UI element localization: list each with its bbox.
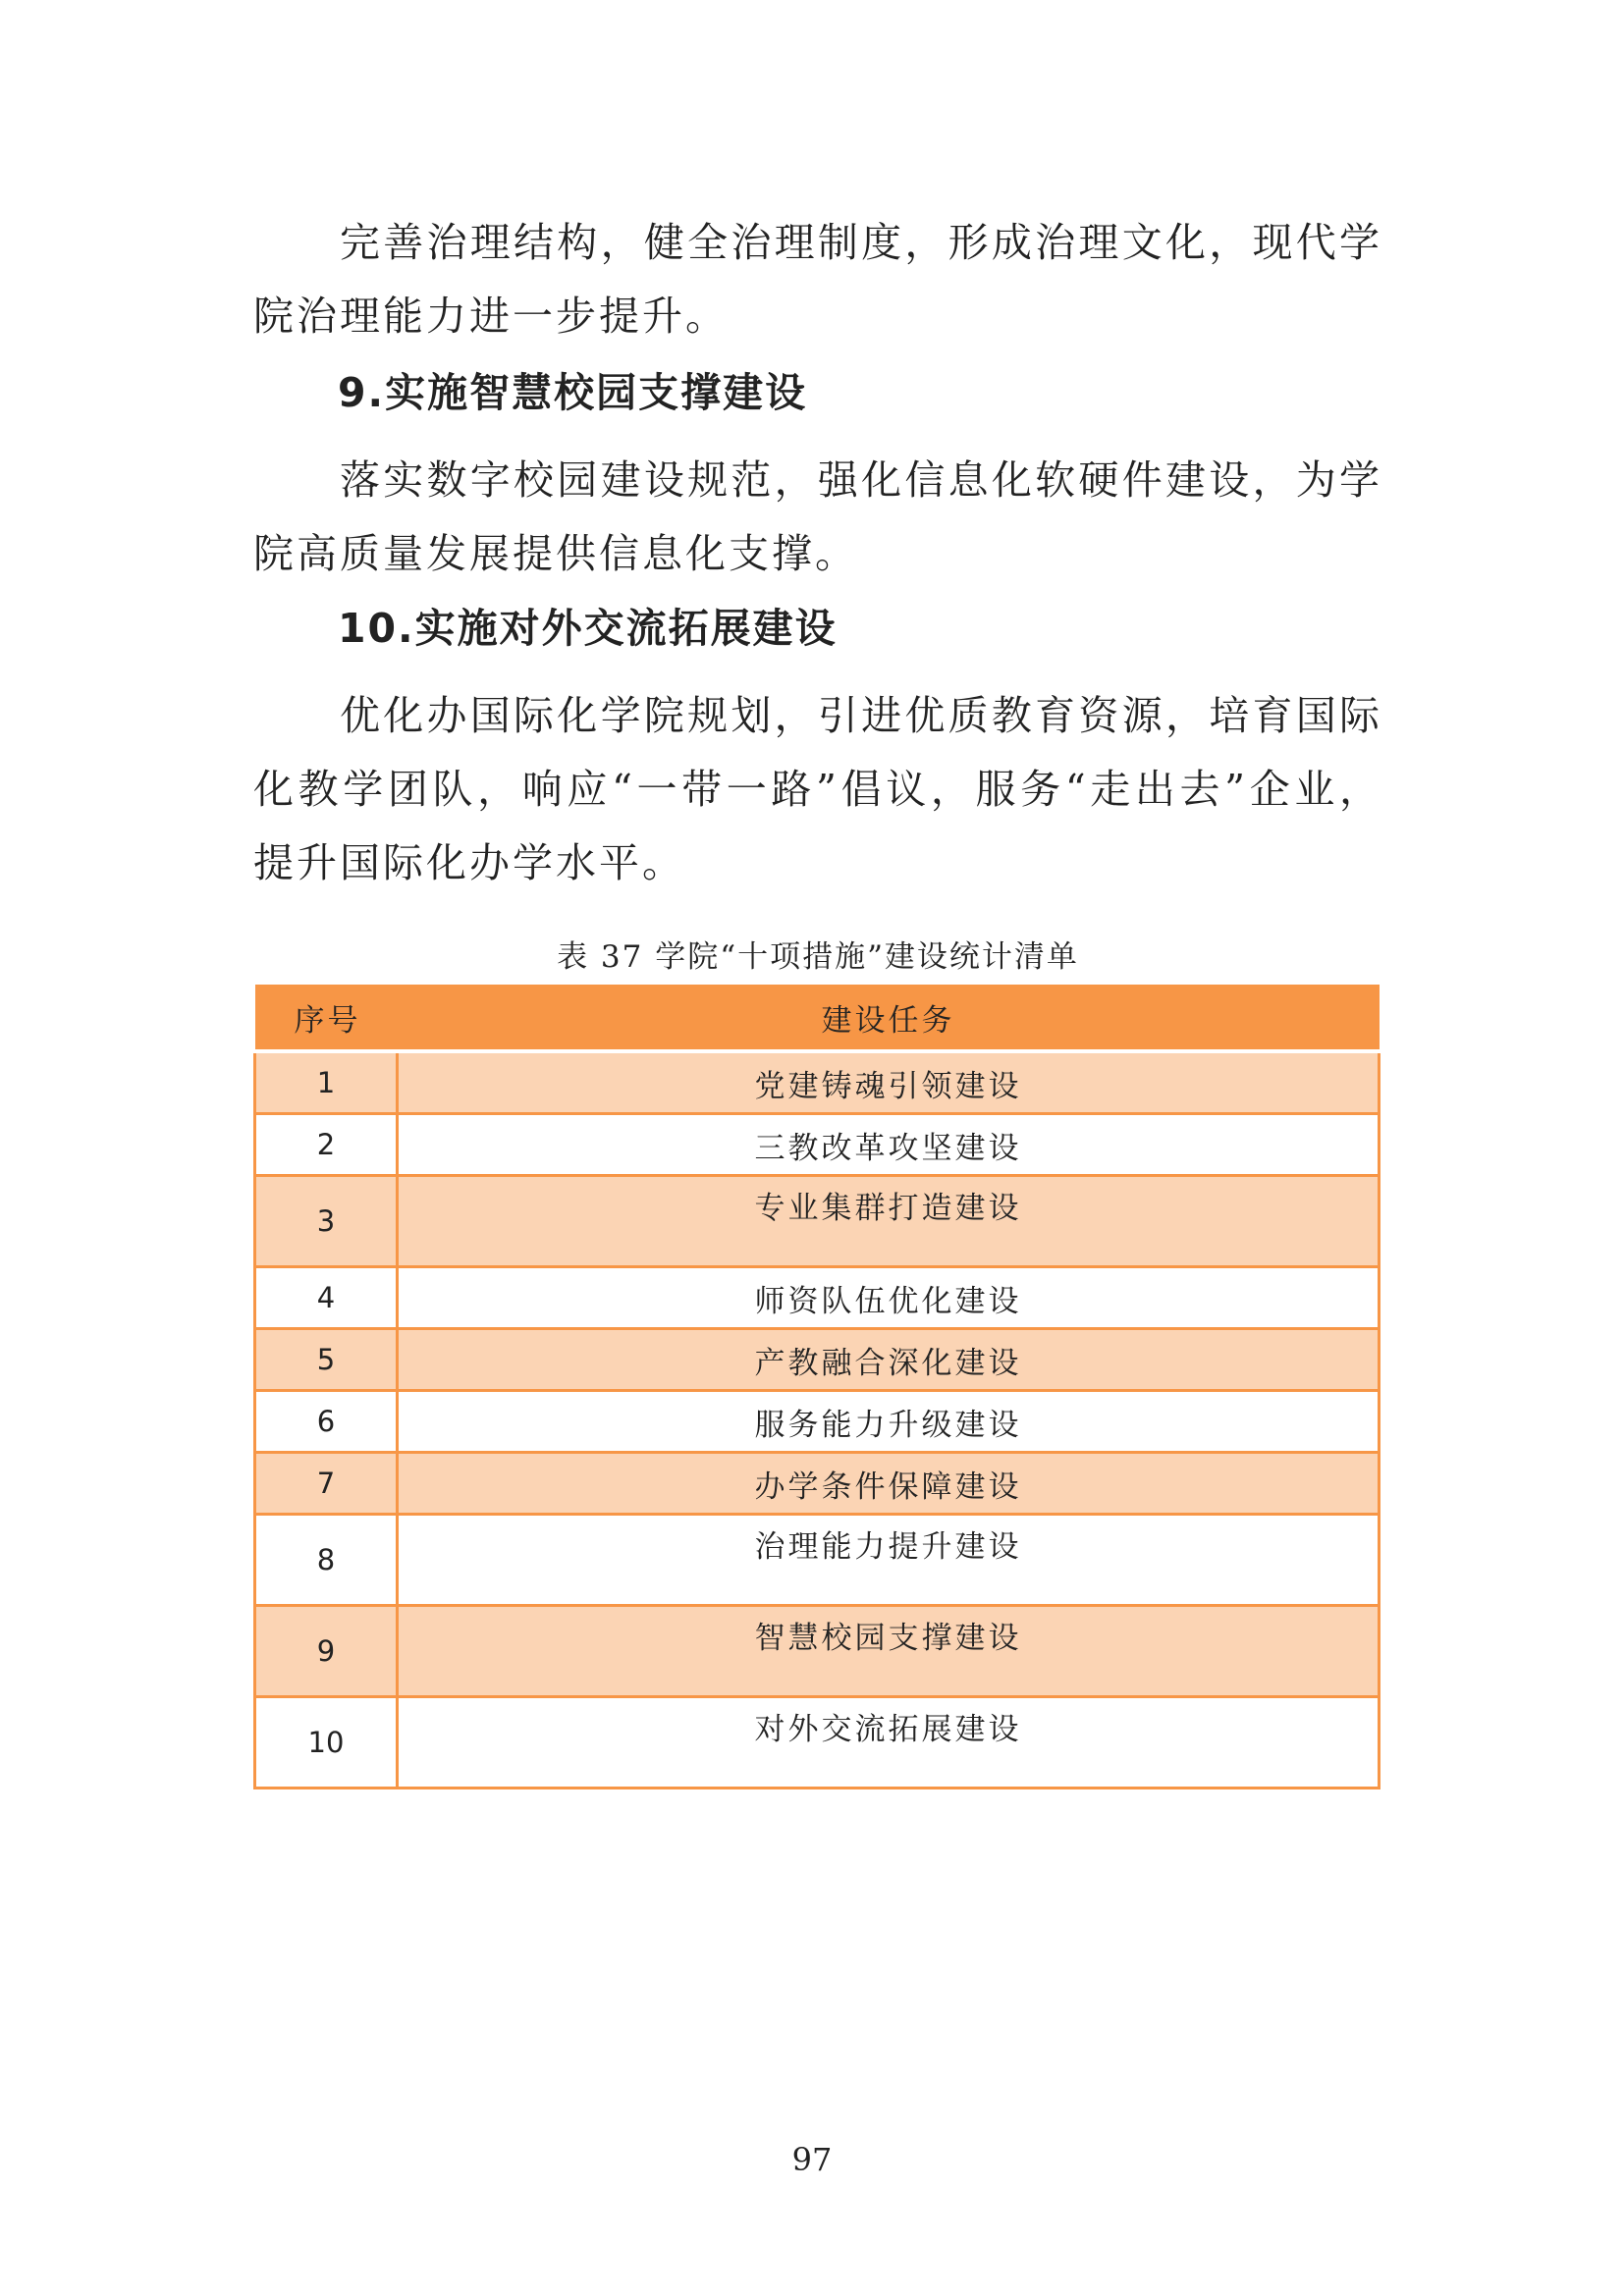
row-task: 产教融合深化建设	[398, 1329, 1380, 1391]
row-number: 10	[255, 1697, 398, 1789]
row-number: 9	[255, 1606, 398, 1697]
row-task: 三教改革攻坚建设	[398, 1114, 1380, 1176]
row-task: 对外交流拓展建设	[398, 1697, 1380, 1789]
table-caption: 表 37 学院“十项措施”建设统计清单	[557, 939, 1079, 975]
paragraph-smart-campus: 落实数字校园建设规范，强化信息化软硬件建设，为学院高质量发展提供信息化支撑。	[253, 456, 1382, 577]
paragraph-governance: 完善治理结构，健全治理制度，形成治理文化，现代学院治理能力进一步提升。	[253, 219, 1382, 340]
row-task: 专业集群打造建设	[398, 1176, 1380, 1267]
row-number: 4	[255, 1267, 398, 1329]
header-task: 建设任务	[398, 985, 1380, 1051]
row-task: 智慧校园支撑建设	[398, 1606, 1380, 1697]
table-header-row	[255, 985, 1380, 1051]
table-row	[255, 1176, 1380, 1267]
row-task: 办学条件保障建设	[398, 1453, 1380, 1515]
table-row	[255, 1606, 1380, 1697]
table-row	[255, 1515, 1380, 1606]
table-row	[255, 1051, 1380, 1114]
row-task: 治理能力提升建设	[398, 1515, 1380, 1606]
row-number: 2	[255, 1114, 398, 1176]
measures-table	[253, 985, 1380, 1789]
table-row	[255, 1329, 1380, 1391]
row-number: 7	[255, 1453, 398, 1515]
row-number: 6	[255, 1391, 398, 1453]
table-row	[255, 1697, 1380, 1789]
row-task: 服务能力升级建设	[398, 1391, 1380, 1453]
row-task: 党建铸魂引领建设	[398, 1051, 1380, 1114]
heading-smart-campus: 9.实施智慧校园支撑建设	[338, 369, 808, 416]
table-row	[255, 1391, 1380, 1453]
table-row	[255, 1453, 1380, 1515]
row-number: 5	[255, 1329, 398, 1391]
table-row	[255, 1267, 1380, 1329]
row-number: 3	[255, 1176, 398, 1267]
row-number: 8	[255, 1515, 398, 1606]
header-serial-number: 序号	[255, 985, 398, 1051]
row-number: 1	[255, 1051, 398, 1114]
paragraph-external-exchange: 优化办国际化学院规划，引进优质教育资源，培育国际化教学团队，响应“一带一路”倡议，服务“走出去”企业，提升国际化办学水平。	[253, 692, 1382, 886]
heading-external-exchange: 10.实施对外交流拓展建设	[338, 605, 838, 652]
row-task: 师资队伍优化建设	[398, 1267, 1380, 1329]
table-row	[255, 1114, 1380, 1176]
page-number: 97	[791, 2141, 833, 2178]
